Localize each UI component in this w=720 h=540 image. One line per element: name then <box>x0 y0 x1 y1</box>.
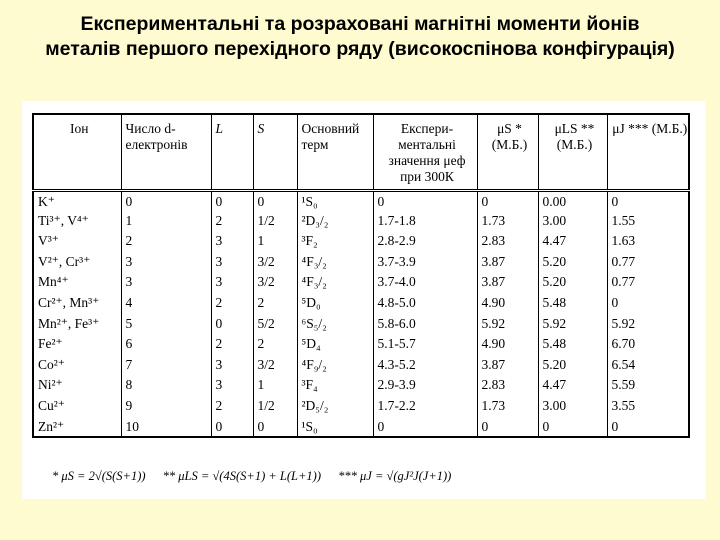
title-line-2: металів першого перехідного ряду (високоспінова конфігурація) <box>45 38 675 60</box>
cell-S: 3/2 <box>253 355 297 376</box>
cell-muJ: 1.55 <box>607 211 689 232</box>
cell-muS: 2.83 <box>477 375 538 396</box>
magnetic-moments-table <box>32 113 690 438</box>
cell-S: 2 <box>253 334 297 355</box>
cell-ion: Ti³⁺, V⁴⁺ <box>33 211 121 232</box>
cell-term: ⁴F₉/₂ <box>297 355 373 376</box>
header-S: S <box>253 114 297 190</box>
cell-exp: 1.7-2.2 <box>373 396 477 417</box>
cell-exp: 2.9-3.9 <box>373 375 477 396</box>
cell-muLS: 4.47 <box>538 231 607 252</box>
cell-muS: 1.73 <box>477 396 538 417</box>
cell-L: 3 <box>211 355 253 376</box>
cell-L: 2 <box>211 396 253 417</box>
cell-ion: Cu²⁺ <box>33 396 121 417</box>
cell-S: 1/2 <box>253 396 297 417</box>
header-L: L <box>211 114 253 190</box>
cell-muS: 5.92 <box>477 314 538 335</box>
cell-muLS: 5.20 <box>538 355 607 376</box>
cell-muJ: 5.59 <box>607 375 689 396</box>
cell-muLS: 5.48 <box>538 293 607 314</box>
cell-S: 1 <box>253 375 297 396</box>
table-sheet <box>22 101 706 499</box>
cell-d: 1 <box>121 211 211 232</box>
cell-term: ⁴F₃/₂ <box>297 252 373 273</box>
cell-muS: 1.73 <box>477 211 538 232</box>
cell-exp: 0 <box>373 417 477 438</box>
cell-S: 1 <box>253 231 297 252</box>
title-line-1: Експериментальні та розраховані магнітні моменти йонів <box>80 13 640 35</box>
cell-muJ: 0.77 <box>607 252 689 273</box>
header-mu-ls: μLS ** (М.Б.) <box>538 114 607 190</box>
cell-term: ³F₄ <box>297 375 373 396</box>
cell-d: 3 <box>121 272 211 293</box>
cell-S: 5/2 <box>253 314 297 335</box>
cell-S: 3/2 <box>253 252 297 273</box>
cell-ion: Ni²⁺ <box>33 375 121 396</box>
table-row <box>33 293 689 314</box>
cell-exp: 1.7-1.8 <box>373 211 477 232</box>
table-row <box>33 396 689 417</box>
cell-ion: V³⁺ <box>33 231 121 252</box>
cell-term: ¹S₀ <box>297 190 373 211</box>
page-title <box>0 12 720 62</box>
cell-muS: 3.87 <box>477 272 538 293</box>
cell-L: 2 <box>211 211 253 232</box>
cell-d: 2 <box>121 231 211 252</box>
table-row <box>33 417 689 438</box>
header-term: Основний терм <box>297 114 373 190</box>
cell-L: 0 <box>211 314 253 335</box>
header-mu-s: μS * (М.Б.) <box>477 114 538 190</box>
cell-d: 3 <box>121 252 211 273</box>
cell-muLS: 3.00 <box>538 396 607 417</box>
cell-d: 8 <box>121 375 211 396</box>
cell-S: 0 <box>253 190 297 211</box>
formula-mu-s: * μS = 2√(S(S+1)) <box>52 469 146 483</box>
table-row <box>33 231 689 252</box>
cell-L: 0 <box>211 417 253 438</box>
cell-exp: 0 <box>373 190 477 211</box>
cell-muS: 3.87 <box>477 252 538 273</box>
table-row <box>33 272 689 293</box>
cell-muJ: 3.55 <box>607 396 689 417</box>
cell-term: ⁵D₀ <box>297 293 373 314</box>
cell-exp: 3.7-3.9 <box>373 252 477 273</box>
cell-L: 3 <box>211 252 253 273</box>
table-row <box>33 375 689 396</box>
header-experimental: Експери-ментальні значення μеф при 300К <box>373 114 477 190</box>
cell-term: ⁵D₄ <box>297 334 373 355</box>
cell-exp: 4.8-5.0 <box>373 293 477 314</box>
cell-muS: 0 <box>477 417 538 438</box>
header-mu-j: μJ *** (М.Б.) <box>607 114 689 190</box>
header-d-electrons: Число d-електронів <box>121 114 211 190</box>
cell-muJ: 5.92 <box>607 314 689 335</box>
formula-footnotes <box>52 469 465 484</box>
cell-ion: K⁺ <box>33 190 121 211</box>
table-body <box>33 190 689 437</box>
cell-d: 4 <box>121 293 211 314</box>
cell-muJ: 0 <box>607 417 689 438</box>
cell-muS: 3.87 <box>477 355 538 376</box>
cell-muLS: 0.00 <box>538 190 607 211</box>
cell-L: 3 <box>211 272 253 293</box>
cell-d: 0 <box>121 190 211 211</box>
cell-ion: Mn⁴⁺ <box>33 272 121 293</box>
table-row <box>33 314 689 335</box>
cell-term: ²D₅/₂ <box>297 396 373 417</box>
cell-ion: Co²⁺ <box>33 355 121 376</box>
cell-ion: Cr²⁺, Mn³⁺ <box>33 293 121 314</box>
cell-ion: Fe²⁺ <box>33 334 121 355</box>
cell-muLS: 4.47 <box>538 375 607 396</box>
cell-L: 2 <box>211 293 253 314</box>
header-ion: Іон <box>33 114 121 190</box>
table-header-row <box>33 114 689 190</box>
cell-muJ: 0 <box>607 293 689 314</box>
cell-muS: 0 <box>477 190 538 211</box>
cell-muLS: 5.20 <box>538 252 607 273</box>
cell-term: ⁴F₃/₂ <box>297 272 373 293</box>
cell-muS: 4.90 <box>477 293 538 314</box>
table-row <box>33 355 689 376</box>
cell-term: ⁶S₅/₂ <box>297 314 373 335</box>
cell-exp: 5.1-5.7 <box>373 334 477 355</box>
cell-S: 1/2 <box>253 211 297 232</box>
cell-muJ: 0.77 <box>607 272 689 293</box>
cell-ion: Mn²⁺, Fe³⁺ <box>33 314 121 335</box>
cell-term: ²D₃/₂ <box>297 211 373 232</box>
cell-muS: 2.83 <box>477 231 538 252</box>
cell-muLS: 5.20 <box>538 272 607 293</box>
cell-d: 5 <box>121 314 211 335</box>
cell-ion: V²⁺, Cr³⁺ <box>33 252 121 273</box>
cell-d: 7 <box>121 355 211 376</box>
formula-mu-ls: ** μLS = √(4S(S+1) + L(L+1)) <box>162 469 321 483</box>
cell-d: 6 <box>121 334 211 355</box>
cell-S: 3/2 <box>253 272 297 293</box>
cell-d: 10 <box>121 417 211 438</box>
cell-exp: 4.3-5.2 <box>373 355 477 376</box>
cell-exp: 3.7-4.0 <box>373 272 477 293</box>
cell-L: 2 <box>211 334 253 355</box>
cell-term: ¹S₀ <box>297 417 373 438</box>
cell-ion: Zn²⁺ <box>33 417 121 438</box>
table-row <box>33 190 689 211</box>
cell-muLS: 0 <box>538 417 607 438</box>
cell-muS: 4.90 <box>477 334 538 355</box>
cell-d: 9 <box>121 396 211 417</box>
cell-muLS: 5.92 <box>538 314 607 335</box>
cell-L: 3 <box>211 231 253 252</box>
formula-mu-j: *** μJ = √(gJ²J(J+1)) <box>338 469 452 483</box>
cell-S: 2 <box>253 293 297 314</box>
table-row <box>33 252 689 273</box>
cell-term: ³F₂ <box>297 231 373 252</box>
cell-muLS: 3.00 <box>538 211 607 232</box>
cell-muJ: 6.70 <box>607 334 689 355</box>
cell-L: 3 <box>211 375 253 396</box>
cell-muJ: 0 <box>607 190 689 211</box>
cell-muJ: 1.63 <box>607 231 689 252</box>
cell-L: 0 <box>211 190 253 211</box>
table-row <box>33 334 689 355</box>
cell-S: 0 <box>253 417 297 438</box>
cell-muLS: 5.48 <box>538 334 607 355</box>
cell-muJ: 6.54 <box>607 355 689 376</box>
cell-exp: 2.8-2.9 <box>373 231 477 252</box>
table-row <box>33 211 689 232</box>
cell-exp: 5.8-6.0 <box>373 314 477 335</box>
